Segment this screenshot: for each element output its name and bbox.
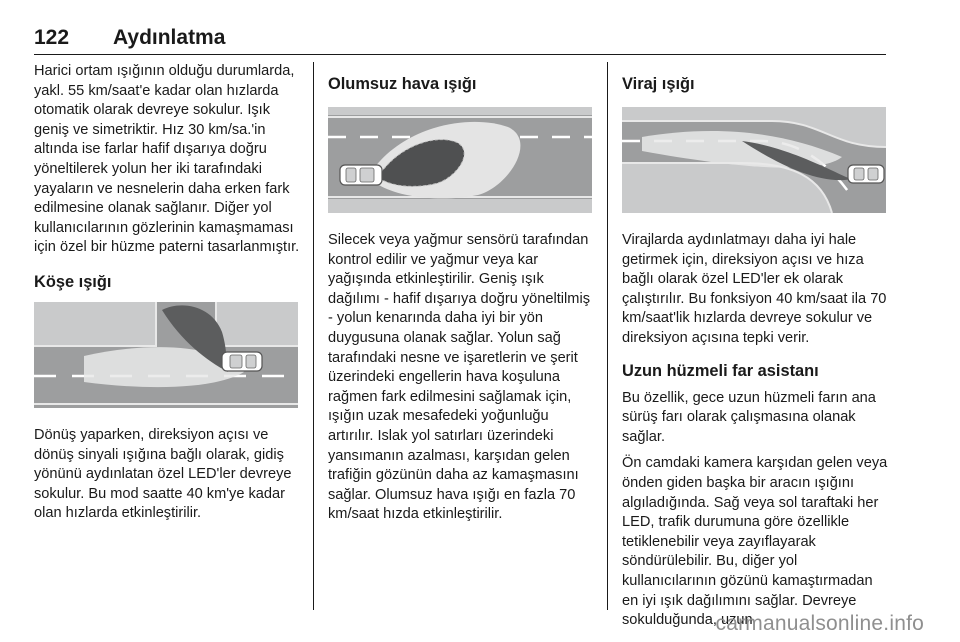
- chapter-title: Aydınlatma: [113, 26, 226, 49]
- adverse-weather-illustration: [328, 107, 592, 213]
- corner-light-illustration: [34, 302, 298, 408]
- curve-light-illustration: [622, 107, 886, 213]
- intro-paragraph: Harici ortam ışığının olduğu durumlarda, yakl. 55 km/saat'e kadar olan hızlarda otomatik olarak devreye sokulur. Işık geniş ve simetriktir. Hız 30 km/sa.'in altında ise farlar hafif dışarıya doğru yöneltilerek yolun her iki tarafındaki yayaların ve nesnelerin daha erken fark edilmesine olanak sağlanır. Diğer yol kullanıcılarının gözlerinin kamaşmaması için özel bir hüzme paterni tasarlanmıştır.: [34, 63, 300, 256]
- heading-corner-light: Köşe ışığı: [34, 272, 112, 291]
- car-icon: [222, 352, 262, 371]
- heading-high-beam-assist: Uzun hüzmeli far asistanı: [622, 361, 819, 380]
- curve-light-paragraph: Virajlarda aydınlatmayı daha iyi hale getirmek için, direksiyon açısı ve hıza bağlı olarak özel LED'ler ek olarak çalıştırılır. Bu fonksiyon 40 km/saat ila 70 km/saat'lik hızlarda devreye sokulur ve direksiyon açısına tepki verir.: [622, 232, 887, 346]
- column-1: [34, 62, 300, 524]
- car-icon: [340, 165, 382, 185]
- column-2: [328, 62, 594, 525]
- watermark: carmanualsonline.info: [715, 612, 924, 635]
- high-beam-paragraph-1: Bu özellik, gece uzun hüzmeli farın ana sürüş farı olarak çalışmasına olanak sağlar.: [622, 389, 876, 445]
- column-3: [622, 62, 888, 631]
- column-divider-1: [313, 62, 314, 610]
- corner-light-paragraph: Dönüş yaparken, direksiyon açısı ve dönüş sinyali ışığına bağlı olarak, gidiş yönünü aydınlatan özel LED'ler devreye sokulur. Bu mod saatte 40 km'ye kadar olan hızlarda etkinleştirilir.: [34, 426, 292, 522]
- column-divider-2: [607, 62, 608, 610]
- heading-curve-light: Viraj ışığı: [622, 75, 695, 93]
- car-icon: [848, 165, 884, 183]
- heading-adverse-weather-light: Olumsuz hava ışığı: [328, 75, 477, 93]
- adverse-weather-paragraph: Silecek veya yağmur sensörü tarafından kontrol edilir ve yağmur veya kar yağışında etkinleştirilir. Geniş ışık dağılımı - hafif dışarıya doğru yöneltilmiş - yolun kenarında daha iyi bir yön duygusuna olanak sağlar. Yolun sağ tarafındaki nesne ve işaretlerin ve şerit üzerindeki engellerin hava koşuluna rağmen fark edilmesini sağlamak için, ışığın uzak mesafedeki yoğunluğu artırılır. Islak yol satırları üzerindeki yansımanın azalması, karşıdan gelen trafiğin gözünün daha az kamaşmasını sağlar. Olumsuz hava ışığı en fazla 70 km/saat hızda etkinleştirilir.: [328, 232, 590, 523]
- page-header: [34, 24, 886, 55]
- high-beam-paragraph-2: Ön camdaki kamera karşıdan gelen veya önden giden başka bir aracın ışığını algıladığında. Sağ veya sol taraftaki her LED, trafik durumuna göre özellikle tetiklenebilir veya zayıflayarak söndürülebilir. Bu, diğer yol kullanıcılarının gözünü kamaştırmadan en iyi ışık dağılımını sağlar. Devreye sokulduğunda, uzun: [622, 455, 888, 629]
- page-number: 122: [34, 26, 70, 49]
